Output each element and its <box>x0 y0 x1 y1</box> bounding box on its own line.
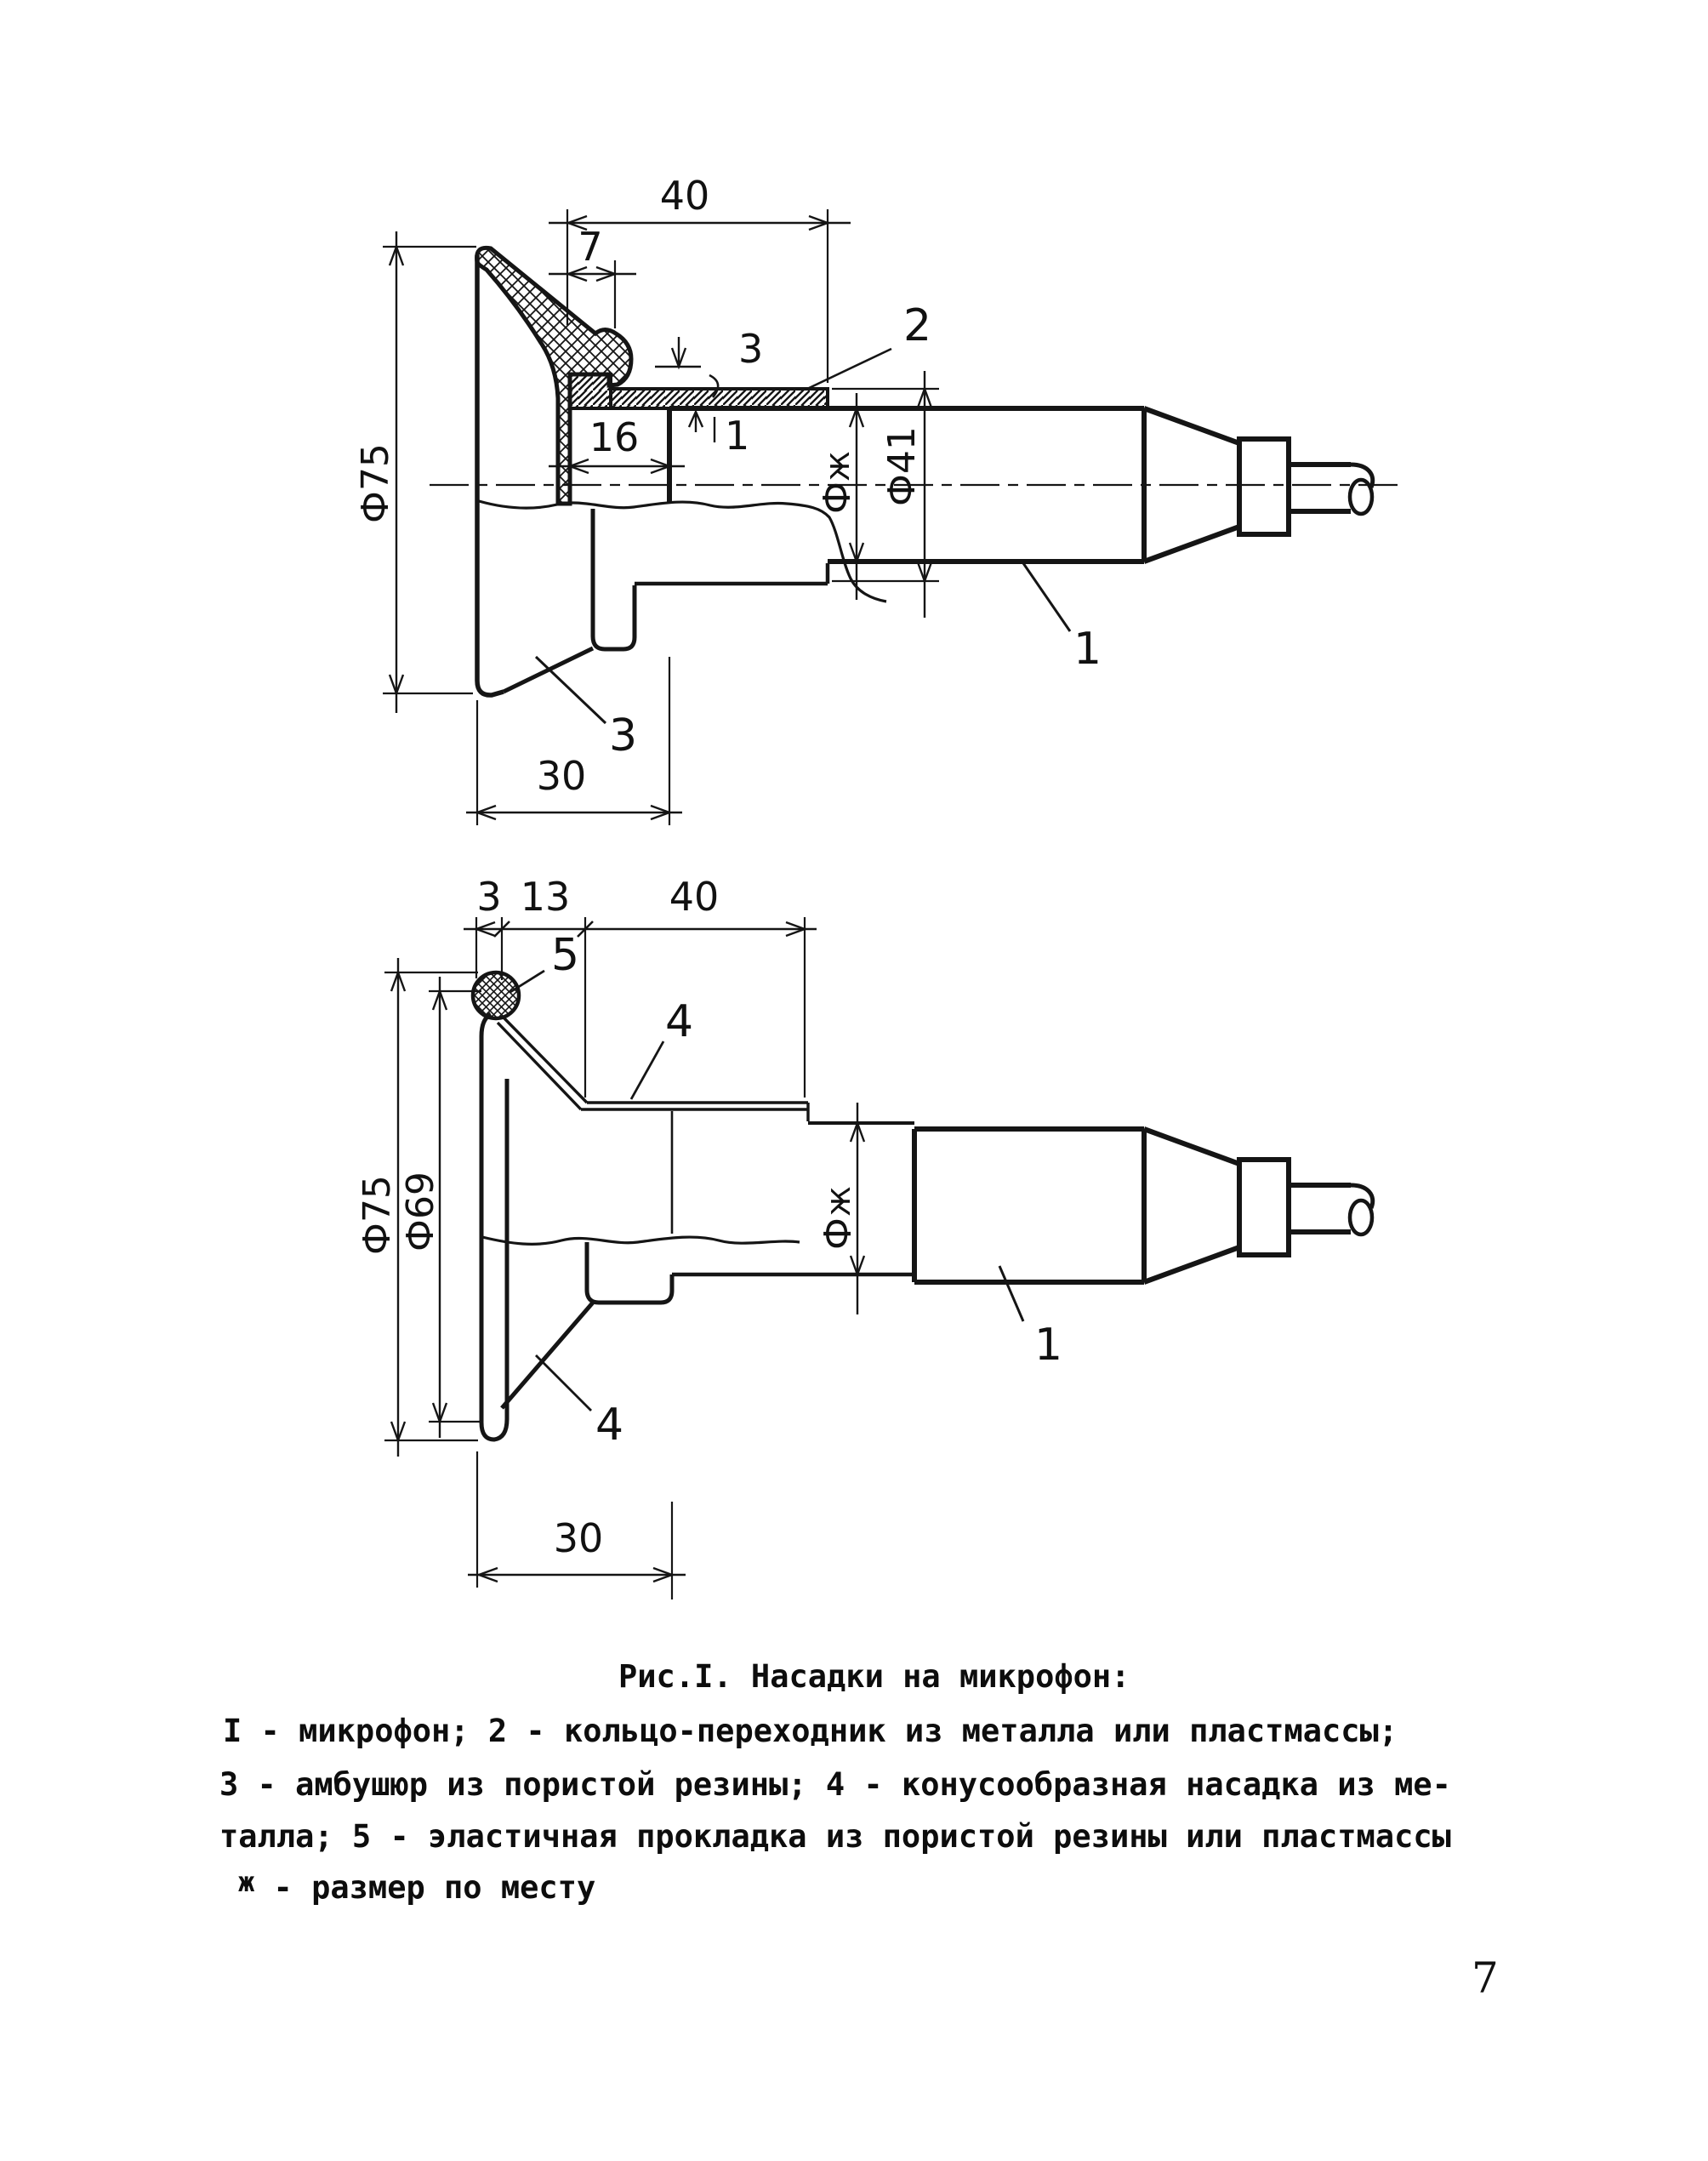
callout-microphone-top <box>1023 563 1102 675</box>
page-number: 7 <box>1472 1953 1499 2003</box>
mic-cable <box>1289 1185 1351 1232</box>
down-arrow <box>672 337 686 367</box>
dim-dia-star-top <box>816 393 863 600</box>
dim-dia75-value: Ф75 <box>356 1175 399 1255</box>
dim-dia75-top <box>354 231 476 713</box>
dim-dia-star-mark: ж <box>819 1185 858 1217</box>
top-drawing <box>354 173 1399 825</box>
legend-line-2: 3 - амбушюр из пористой резины; 4 - конусообразная насадка из ме- <box>219 1766 1451 1803</box>
callout-4-label: 4 <box>665 996 694 1047</box>
leader-line <box>631 1041 663 1099</box>
dim-1-clearance <box>689 412 749 459</box>
dim-dia69-value: Ф69 <box>399 1172 442 1252</box>
dim-30-value: 30 <box>553 1515 604 1561</box>
dim-16-value: 16 <box>589 414 640 460</box>
dim-dia41-value: Ф41 <box>880 426 924 506</box>
callout-gasket <box>510 930 579 992</box>
dim-7-value: 7 <box>578 224 603 270</box>
dim-dia75-value: Ф75 <box>354 443 397 523</box>
callout-3-label: 3 <box>609 710 638 761</box>
leader-line <box>806 349 891 390</box>
cushion-sleeve-outline <box>593 509 635 649</box>
callout-2-label: 2 <box>903 300 932 351</box>
wavy-break-line <box>482 1237 800 1244</box>
footnote-marker: ж <box>238 1866 255 1898</box>
extension-lines <box>477 657 669 825</box>
wavy-break-line <box>479 501 886 602</box>
dim-dia-star-prefix: Ф <box>816 482 859 514</box>
dim-13-value: 13 <box>520 874 571 920</box>
extension-lines <box>476 917 805 1098</box>
dim-dia-star-mark: ж <box>818 450 857 482</box>
ring-flange-block <box>570 374 611 408</box>
mic-cable <box>1289 465 1351 511</box>
dim-1-value: 1 <box>725 413 750 459</box>
callout-cone-upper <box>631 996 693 1099</box>
ring-strip <box>611 389 828 408</box>
dim-dia-star-bottom <box>817 1103 864 1314</box>
dim-dia69 <box>399 977 481 1438</box>
snout-bottom-line <box>672 1274 914 1282</box>
dim-30-bottom <box>468 1451 686 1599</box>
callout-adapter-ring <box>806 300 931 390</box>
ring-exterior-line <box>635 563 828 584</box>
dim-30-top <box>466 657 682 825</box>
callout-cushion <box>536 657 637 761</box>
microphone-body-bottom <box>808 1123 1373 1282</box>
legend-line-1: I - микрофон; 2 - кольцо-переходник из металла или пластмассы; <box>223 1713 1398 1749</box>
up-arrow <box>689 412 703 432</box>
footnote-text: - размер по месту <box>273 1869 596 1906</box>
leader-line <box>536 657 606 723</box>
mic-collar <box>1239 1160 1289 1255</box>
tube-exterior-outline <box>587 1242 672 1303</box>
mic-cable-loop <box>1350 1200 1372 1234</box>
callout-4-label: 4 <box>595 1400 624 1451</box>
dim-40-value: 40 <box>669 874 720 920</box>
dim-3-value: 3 <box>476 874 502 920</box>
bottom-drawing <box>356 874 1373 1599</box>
dim-3-value: 3 <box>738 326 764 372</box>
mic-collar <box>1239 439 1289 534</box>
cone-tube-double-line <box>581 1103 808 1121</box>
cone-silhouette <box>502 1303 593 1408</box>
leader-line <box>1023 563 1070 631</box>
footnote-line <box>238 1866 596 1906</box>
dim-3-ring-step <box>655 326 763 397</box>
gasket-section <box>473 972 519 1018</box>
mic-body-outline <box>914 1129 1144 1282</box>
leader-line <box>536 1355 591 1411</box>
dim-dia-star-prefix: Ф <box>817 1217 860 1250</box>
dim-30-value: 30 <box>536 753 587 799</box>
figure-caption-title: Рис.I. Насадки на микрофон: <box>618 1658 1130 1695</box>
dim-40-value: 40 <box>659 173 710 219</box>
cone-wall-double-line <box>498 1018 587 1109</box>
callout-1-label: 1 <box>1034 1320 1063 1371</box>
callout-1-label: 1 <box>1073 624 1102 675</box>
callout-5-label: 5 <box>551 930 580 981</box>
leader-line <box>999 1266 1023 1321</box>
legend-line-3: талла; 5 - эластичная прокладка из пористой резины или пластмассы <box>219 1818 1451 1855</box>
cushion-flange-face <box>477 255 504 695</box>
callout-cone-lower <box>536 1355 623 1451</box>
mic-taper <box>1144 1129 1239 1282</box>
flange-outline <box>481 1014 507 1440</box>
